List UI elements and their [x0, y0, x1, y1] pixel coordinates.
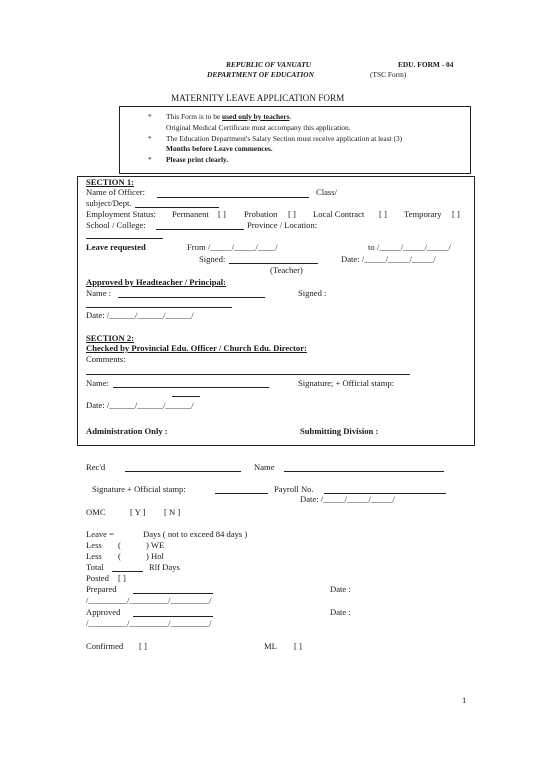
note-medical-certificate: Original Medical Certificate must accompany this application.	[166, 123, 351, 132]
approved-date-slashes[interactable]: /_________/_________/_________/	[86, 618, 212, 628]
teacher-date[interactable]: Date: /_____/_____/_____/	[341, 254, 436, 264]
note-bullet-2: *	[148, 134, 152, 143]
recd-label: Rec'd	[86, 462, 106, 472]
prepared-label: Prepared	[86, 584, 117, 594]
section2-name-field[interactable]	[113, 387, 269, 388]
subject-dept-field[interactable]	[135, 207, 219, 208]
province-location-label: Province / Location:	[247, 220, 318, 230]
republic-heading: REPUBLIC OF VANUATU	[226, 60, 312, 69]
admin-name-field[interactable]	[284, 471, 444, 472]
recd-field[interactable]	[125, 471, 241, 472]
permanent-label: Permanent	[172, 209, 209, 219]
leave-requested-label: Leave requested	[86, 242, 146, 252]
teacher-caption: (Teacher)	[270, 265, 303, 275]
submitting-division-label: Submitting Division :	[300, 426, 379, 436]
we-label: ) WE	[146, 540, 165, 550]
comments-field[interactable]	[86, 374, 410, 375]
leave-to-date[interactable]: to /_____/_____/_____/	[368, 242, 451, 252]
total-field[interactable]	[112, 571, 143, 572]
local-contract-label: Local Contract	[313, 209, 365, 219]
probation-label: Probation	[244, 209, 278, 219]
posted-label: Posted	[86, 573, 109, 583]
ml-checkbox[interactable]: [ ]	[294, 641, 302, 651]
less-we-label: Less	[86, 540, 102, 550]
posted-checkbox[interactable]: [ ]	[118, 573, 126, 583]
confirmed-checkbox[interactable]: [ ]	[139, 641, 147, 651]
signature-stamp-label: Signature + Official stamp:	[92, 484, 186, 494]
comments-label: Comments:	[86, 354, 126, 364]
local-contract-checkbox[interactable]: [ ]	[379, 209, 387, 219]
note-teachers-only: This Form is to be used only by teachers.	[166, 112, 292, 121]
school-college-field[interactable]	[156, 229, 244, 230]
checked-by-heading: Checked by Provincial Edu. Officer / Church Edu. Director:	[86, 343, 307, 353]
note-months-before: Months before Leave commences.	[166, 144, 273, 153]
subject-dept-label: subject/Dept.	[86, 198, 132, 208]
section1-heading: SECTION 1:	[86, 177, 134, 187]
form-title: MATERNITY LEAVE APPLICATION FORM	[171, 93, 345, 103]
approved-label: Approved	[86, 607, 121, 617]
probation-checkbox[interactable]: [ ]	[288, 209, 296, 219]
section2-small-line	[172, 396, 200, 397]
approval-name-field[interactable]	[118, 297, 265, 298]
leave-days-note: Days ( not to exceed 84 days )	[143, 529, 248, 539]
teacher-signature-field[interactable]	[229, 263, 318, 264]
approval-heading: Approved by Headteacher / Principal:	[86, 277, 227, 287]
administration-only-label: Administration Only :	[86, 426, 168, 436]
teacher-signed-label: Signed:	[199, 254, 226, 264]
admin-name-label: Name	[254, 462, 275, 472]
payroll-label: Payroll No.	[274, 484, 314, 494]
prepared-date-slashes[interactable]: /_________/_________/_________/	[86, 595, 212, 605]
less-hol-label: Less	[86, 551, 102, 561]
approved-date-label: Date :	[330, 607, 351, 617]
page-number: 1	[462, 695, 467, 705]
school-college-label: School / College:	[86, 220, 146, 230]
prepared-field[interactable]	[133, 593, 213, 594]
employment-status-label: Employment Status:	[86, 209, 156, 219]
less-hol-field[interactable]: (	[118, 551, 121, 561]
section2-heading: SECTION 2:	[86, 333, 134, 343]
rlf-days-label: Rlf Days	[149, 562, 180, 572]
ml-label: ML	[264, 641, 277, 651]
note-salary-section: The Education Department's Salary Section must receive application at least (3)	[166, 134, 403, 143]
permanent-checkbox[interactable]: [ ]	[218, 209, 226, 219]
signature-stamp-field[interactable]	[215, 493, 268, 494]
name-of-officer-label: Name of Officer:	[86, 187, 146, 197]
department-heading: DEPARTMENT OF EDUCATION	[207, 70, 314, 79]
section2-date[interactable]: Date: /______/______/______/	[86, 400, 194, 410]
class-label: Class/	[316, 187, 338, 197]
note-bullet-1: *	[148, 112, 152, 121]
temporary-checkbox[interactable]: [ ]	[452, 209, 460, 219]
omc-yes-option[interactable]: [ Y ]	[130, 507, 146, 517]
tsc-form-label: (TSC Form)	[370, 70, 407, 79]
less-we-field[interactable]: (	[118, 540, 121, 550]
temporary-label: Temporary	[404, 209, 442, 219]
omc-no-option[interactable]: [ N ]	[164, 507, 181, 517]
name-of-officer-field[interactable]	[157, 197, 309, 198]
total-label: Total	[86, 562, 104, 572]
omc-label: OMC	[86, 507, 106, 517]
school-college-extra-line	[86, 238, 163, 239]
approval-name-label: Name :	[86, 288, 112, 298]
prepared-date-label: Date :	[330, 584, 351, 594]
section2-signature-label: Signature; + Official stamp:	[298, 378, 395, 388]
leave-label: Leave =	[86, 529, 114, 539]
admin-date[interactable]: Date: /_____/_____/_____/	[300, 494, 395, 504]
confirmed-label: Confirmed	[86, 641, 124, 651]
approved-field[interactable]	[133, 616, 213, 617]
hol-label: ) Hol	[146, 551, 164, 561]
approval-signed-label: Signed :	[298, 288, 327, 298]
leave-from-date[interactable]: From /_____/_____/____/	[187, 242, 278, 252]
note-bullet-3: *	[148, 155, 152, 164]
form-code: EDU. FORM - 04	[398, 60, 454, 69]
note-print-clearly: Please print clearly.	[166, 155, 229, 164]
approval-extra-line	[86, 307, 232, 308]
section2-name-label: Name:	[86, 378, 109, 388]
approval-date[interactable]: Date: /______/______/______/	[86, 310, 194, 320]
